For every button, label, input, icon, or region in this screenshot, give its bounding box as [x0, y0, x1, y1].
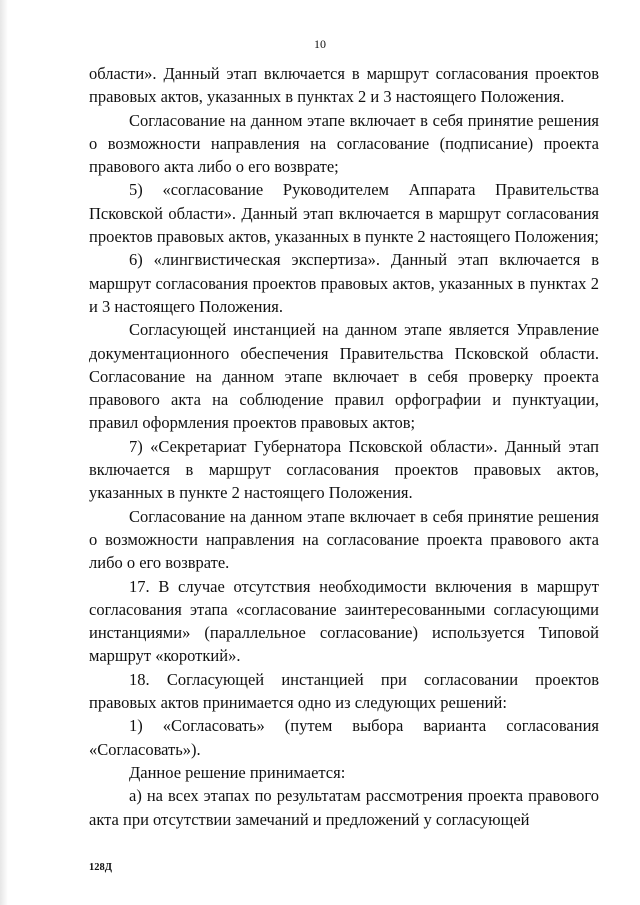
paragraph-12: а) на всех этапах по результатам рассмотрения проекта правового акта при отсутствии замечаний и предложений у согласующей	[89, 786, 599, 829]
paragraph-9: 18. Согласующей инстанцией при согласовании проектов правовых актов принимается одно из следующих решений:	[89, 669, 599, 713]
paragraph-8: 17. В случае отсутствия необходимости включения в маршрут согласования этапа «согласование заинтересованными согласующими инстанциями» (параллельное согласование) используется Типовой маршрут «короткий».	[89, 576, 599, 666]
paragraph-3: 5) «согласование Руководителем Аппарата Правительства Псковской области». Данный этап включается в маршрут согласования проектов правовых актов, указанных в пункте 2 настоящего Положения;	[89, 180, 599, 247]
paragraph-7: Согласование на данном этапе включает в себя принятие решения о возможности направления на согласование проекта правового акта либо о его возврате.	[89, 506, 599, 573]
paragraph-6: 7) «Секретариат Губернатора Псковской области». Данный этап включается в маршрут согласования проектов правовых актов, указанных в пункте 2 настоящего Положения.	[89, 436, 599, 503]
page-number: 10	[314, 37, 326, 51]
paragraph-5: Согласующей инстанцией на данном этапе является Управление документационного обеспечения Правительства Псковской области. Согласование на данном этапе включает в себя проверку проекта правового акта на соблюдение правил орфографии и пунктуации, правил оформления проектов правовых актов;	[89, 320, 599, 433]
paragraph-10: 1) «Согласовать» (путем выбора варианта согласования «Согласовать»).	[89, 716, 599, 759]
scan-edge	[0, 0, 8, 905]
paragraph-2: Согласование на данном этапе включает в себя принятие решения о возможности направления на согласование (подписание) проекта правового акта либо о его возврате;	[89, 110, 599, 177]
paragraph-11: Данное решение принимается:	[129, 762, 346, 782]
paragraph-1: области». Данный этап включается в маршрут согласования проектов правовых актов, указанных в пунктах 2 и 3 настоящего Положения.	[89, 64, 599, 107]
document-code: 128Д	[89, 862, 112, 873]
paragraph-4: 6) «лингвистическая экспертиза». Данный этап включается в маршрут согласования проектов правовых актов, указанных в пунктах 2 и 3 настоящего Положения.	[89, 250, 599, 316]
document-body	[89, 62, 599, 831]
